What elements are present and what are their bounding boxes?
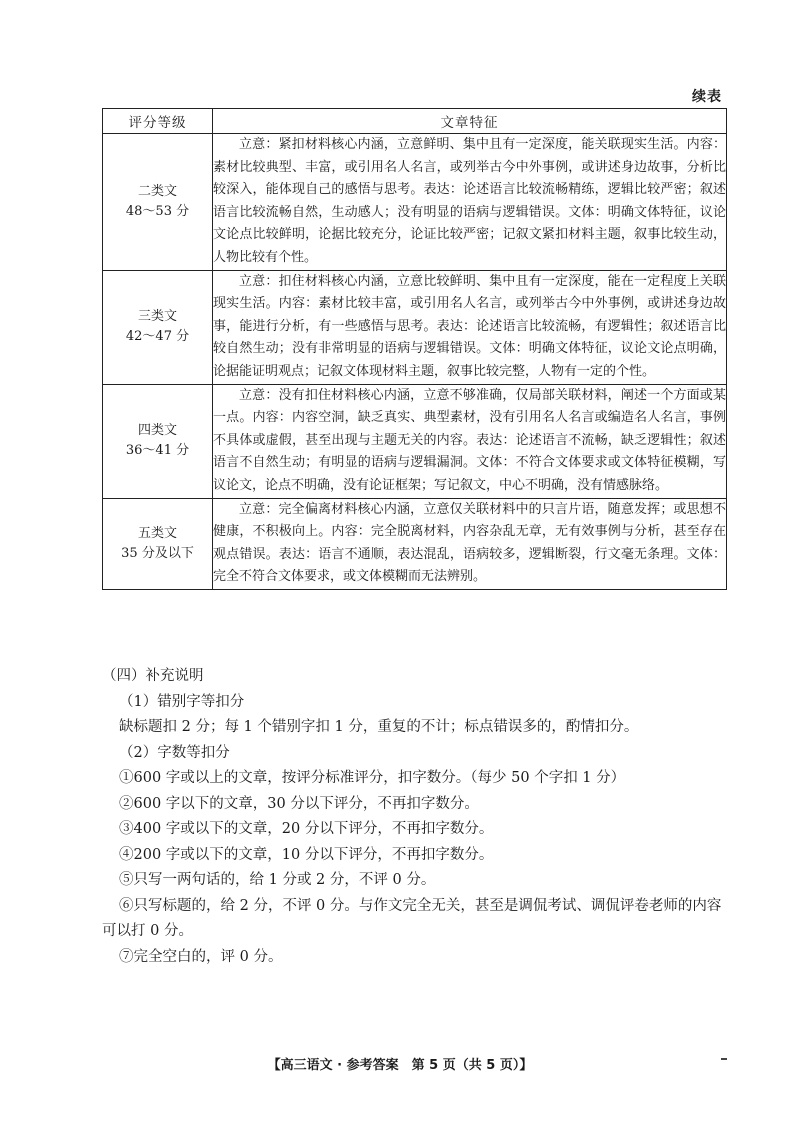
grade-level-cell <box>103 134 213 271</box>
table-header-row <box>103 109 727 134</box>
table-row <box>103 384 727 498</box>
list-item: ⑤只写一两句话的，给 1 分或 2 分，不评 0 分。 <box>119 872 436 888</box>
continued-label: 续表 <box>692 89 722 105</box>
table-row <box>103 270 727 384</box>
list-item: ⑥只写标题的，给 2 分，不评 0 分。与作文完全无关，甚至是调侃考试、调侃评卷老师的内容可以打 0 分。 <box>102 897 722 939</box>
page-footer: 【高三语文 · 参考答案 第 5 页（共 5 页）】 <box>267 1058 533 1073</box>
grade-feature-text: 立意：紧扣材料核心内涵，立意鲜明、集中且有一定深度，能关联现实生活。内容：素材比较典型、丰富，或引用名人名言，或列举古今中外事例，或讲述身边故事，分析比较深入，能体现自己的感悟与思考。表达：论述语言比较流畅精练，逻辑比较严密；叙述语言比较流畅自然，生动感人；没有明显的语病与逻辑错误。文体：明确文体特征，议论文论点比较鲜明，论据比较充分，论证比较严密；记叙文紧扣材料主题，叙事比较生动，人物比较有个性。 <box>213 134 727 271</box>
table-row <box>103 498 727 589</box>
grading-table <box>102 108 727 590</box>
grade-feature-text: 立意：完全偏离材料核心内涵，立意仅关联材料中的只言片语，随意发挥；或思想不健康，不积极向上。内容：完全脱离材料，内容杂乱无章，无有效事例与分析，甚至存在观点错误。表达：语言不通顺，表达混乱，语病较多，逻辑断裂，行文毫无条理。文体：完全不符合文体要求，或文体模糊而无法辨别。 <box>213 498 727 589</box>
grade-score-range: 48～53 分 <box>125 203 190 219</box>
table-row <box>103 134 727 271</box>
typo-deduction-text: 缺标题扣 2 分；每 1 个错别字扣 1 分，重复的不计；标点错误多的，酌情扣分。 <box>119 719 639 735</box>
corner-mark <box>721 1058 727 1060</box>
list-item: ①600 字或以上的文章，按评分标准评分，扣字数分。（每少 50 个字扣 1 分） <box>119 770 626 786</box>
list-item: ②600 字以下的文章，30 分以下评分，不再扣字数分。 <box>119 795 479 812</box>
grade-score-range: 36～41 分 <box>125 443 190 459</box>
grade-feature-text: 立意：扣住材料核心内涵，立意比较鲜明、集中且有一定深度，能在一定程度上关联现实生活。内容：素材比较丰富，或引用名人名言，或列举古今中外事例，或讲述身边故事，能进行分析，有一些感悟与思考。表达：论述语言比较流畅，有逻辑性；叙述语言比较自然生动；没有非常明显的语病与逻辑错误。文体：明确文体特征，议论文论点明确，论据能证明观点；记叙文体现材料主题，叙事比较完整，人物有一定的个性。 <box>213 270 727 384</box>
grade-level-cell <box>103 498 213 589</box>
grade-level-name: 五类文 <box>137 525 177 541</box>
grade-level-name: 二类文 <box>137 183 177 199</box>
header-grade-level: 评分等级 <box>103 109 213 134</box>
subsection-title-word-count: （2）字数等扣分 <box>119 744 230 761</box>
grade-level-cell <box>103 384 213 498</box>
grade-score-range: 42～47 分 <box>125 329 190 345</box>
supplement-section <box>102 664 730 970</box>
list-item: ④200 字或以下的文章，10 分以下评分，不再扣字数分。 <box>119 846 494 863</box>
list-item: ⑦完全空白的，评 0 分。 <box>119 948 283 965</box>
grade-level-cell <box>103 270 213 384</box>
grade-score-range: 35 分及以下 <box>121 545 194 561</box>
supplement-heading: （四）补充说明 <box>102 668 204 684</box>
list-item: ③400 字或以下的文章，20 分以下评分，不再扣字数分。 <box>119 821 494 837</box>
grade-level-name: 四类文 <box>137 423 177 439</box>
grade-feature-text: 立意：没有扣住材料核心内涵，立意不够准确，仅局部关联材料，阐述一个方面或某一点。内容：内容空洞，缺乏真实、典型素材，没有引用名人名言或编造名人名言，事例不具体或虚假，甚至出现与主题无关的内容。表达：论述语言不流畅，缺乏逻辑性；叙述语言不自然生动；有明显的语病与逻辑漏洞。文体：不符合文体要求或文体特征模糊，写议论文，论点不明确，没有论证框架；写记叙文，中心不明确，没有情感脉络。 <box>213 384 727 498</box>
subsection-title-typos: （1）错别字等扣分 <box>119 693 245 710</box>
grade-level-name: 三类文 <box>137 309 177 325</box>
header-essay-features: 文章特征 <box>213 109 727 134</box>
